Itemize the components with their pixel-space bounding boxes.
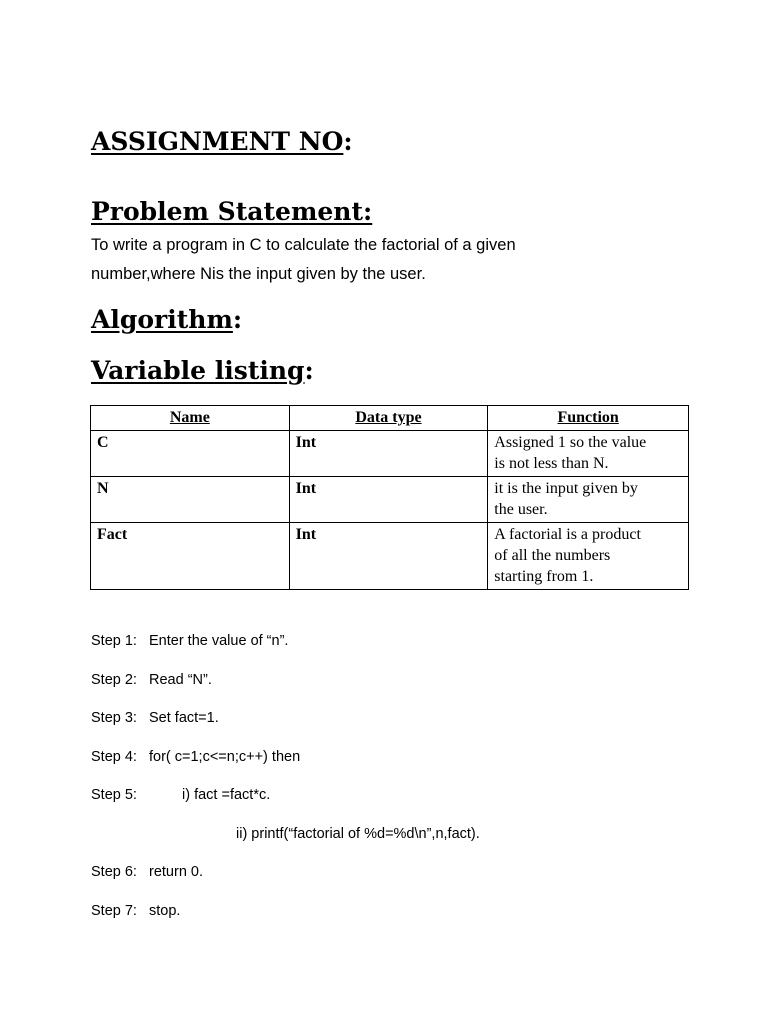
cell-function-line: Assigned 1 so the value [494, 434, 647, 451]
variable-table [90, 405, 689, 590]
table-row [91, 477, 689, 523]
cell-data-type: Int [289, 431, 488, 477]
step-item [91, 667, 480, 706]
step-item [91, 628, 480, 667]
cell-name: N [91, 477, 290, 523]
assignment-heading-colon: : [343, 127, 353, 156]
cell-data-type: Int [289, 477, 488, 523]
step-text: i) fact =fact*c. [182, 787, 271, 803]
problem-statement-heading-text: Problem Statement: [91, 197, 373, 226]
step-item [91, 744, 480, 783]
column-header-data-type: Data type [289, 406, 488, 431]
algorithm-heading [91, 305, 242, 335]
cell-function-line: is not less than N. [494, 455, 609, 472]
problem-statement-line-2: number,where Nis the input given by the user. [91, 265, 426, 283]
algorithm-steps [91, 628, 480, 936]
cell-function [488, 431, 689, 477]
algorithm-heading-text: Algorithm [91, 305, 233, 334]
column-header-function: Function [488, 406, 689, 431]
table-row [91, 431, 689, 477]
variable-listing-heading [91, 356, 314, 386]
assignment-heading-text: ASSIGNMENT NO [91, 127, 344, 156]
step-label: Step 1: [91, 633, 137, 649]
step-item [91, 705, 480, 744]
step-text: Read “N”. [149, 671, 212, 688]
cell-data-type: Int [289, 523, 488, 590]
step-item [91, 821, 480, 860]
variable-listing-heading-colon: : [304, 356, 314, 385]
problem-statement-text [91, 231, 691, 289]
variable-listing-heading-text: Variable listing [91, 356, 305, 385]
step-text: Set fact=1. [149, 710, 219, 726]
step-text: stop. [149, 902, 181, 919]
algorithm-heading-colon: : [232, 305, 243, 334]
problem-statement-heading [91, 197, 372, 227]
step-label: Step 4: [91, 748, 137, 765]
step-label: Step 5: [91, 787, 137, 803]
cell-function [488, 523, 689, 590]
step-item [91, 782, 480, 821]
step-item [91, 898, 480, 937]
assignment-heading [91, 127, 353, 157]
step-text: return 0. [149, 864, 203, 880]
step-label: Step 6: [91, 864, 137, 880]
cell-function-line: starting from 1. [494, 568, 594, 585]
cell-function-line: the user. [494, 501, 548, 518]
table-row [91, 523, 689, 590]
step-text: ii) printf(“factorial of %d=%d\n”,n,fact). [236, 825, 480, 842]
cell-function-line: of all the numbers [494, 547, 611, 564]
problem-statement-line-1: To write a program in C to calculate the factorial of a given [91, 236, 516, 254]
step-item [91, 859, 480, 898]
cell-name: C [91, 431, 290, 477]
step-text: for( c=1;c<=n;c++) then [149, 748, 301, 765]
cell-function-line: it is the input given by [494, 480, 638, 497]
step-label: Step 2: [91, 671, 137, 688]
step-text: Enter the value of “n”. [149, 633, 289, 649]
variable-table-header-row [91, 406, 689, 431]
cell-name: Fact [91, 523, 290, 590]
column-header-name: Name [91, 406, 290, 431]
cell-function-line: A factorial is a product [494, 526, 641, 543]
step-label: Step 3: [91, 710, 137, 726]
cell-function [488, 477, 689, 523]
step-label: Step 7: [91, 902, 137, 919]
